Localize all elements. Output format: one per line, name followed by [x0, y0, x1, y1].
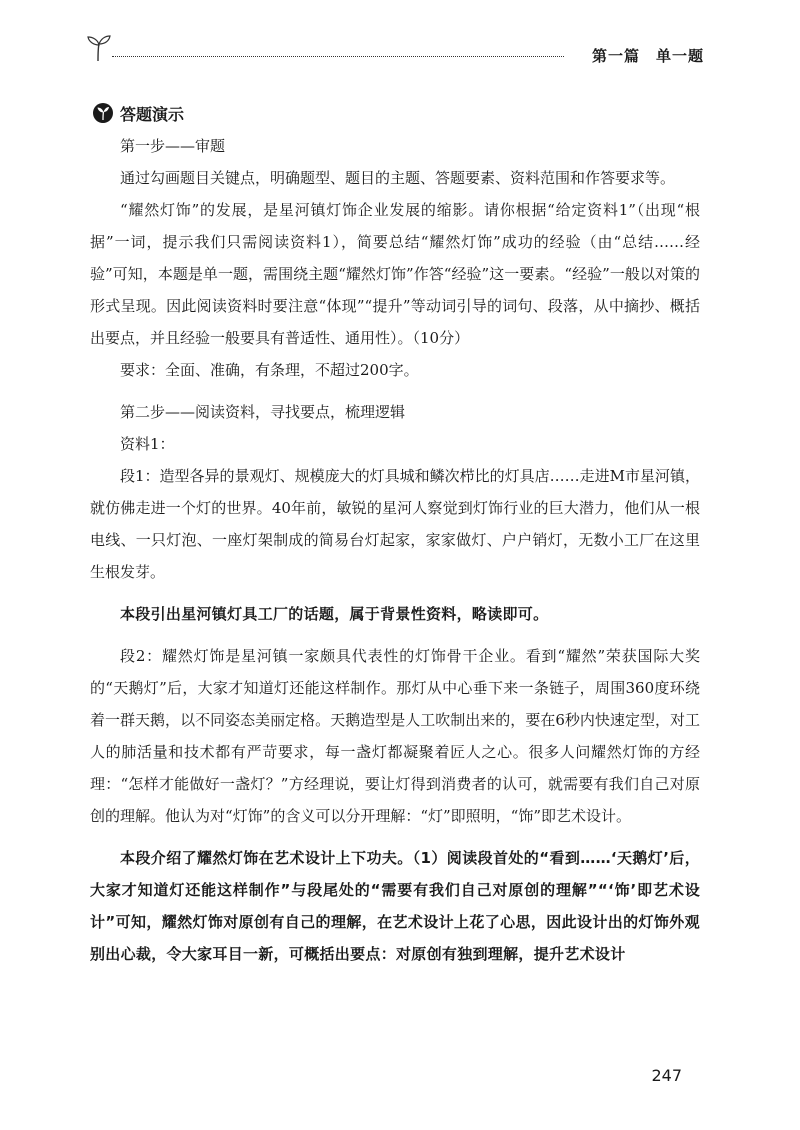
requirement-text: 要求：全面、准确，有条理，不超过200字。	[120, 361, 419, 379]
step1-intro: 通过勾画题目关键点，明确题型、题目的主题、答题要素、资料范围和作答要求等。	[120, 169, 676, 187]
section-title	[92, 101, 184, 125]
paragraph-2-note: 本段介绍了耀然灯饰在艺术设计上下功夫。（1）阅读段首处的“看到……‘天鹅灯’后，大家才知道灯还能这样制作”与段尾处的“需要有我们自己对原创的理解”“‘饰’即艺术设计”可知，耀然灯饰对原创有自己的理解，在艺术设计上花了心思，因此设计出的灯饰外观别出心裁，令大家耳目一新，可概括出要点：对原创有独到理解，提升艺术设计	[90, 849, 700, 963]
leaf-badge-icon	[92, 102, 114, 124]
step1-title: 第一步——审题	[120, 137, 226, 155]
chapter-label: 第一篇 单一题	[591, 47, 704, 65]
sprout-icon	[86, 32, 112, 66]
section-title-text: 答题演示	[120, 104, 185, 124]
page-content	[90, 130, 700, 970]
page-number: 247	[651, 1066, 682, 1085]
paragraph-2: 段2：耀然灯饰是星河镇一家颇具代表性的灯饰骨干企业。看到“耀然”荣获国际大奖的“天鹅灯”后，大家才知道灯还能这样制作。那灯从中心垂下来一条链子，周围360度环绕着一群天鹅，以不同姿态美丽定格。天鹅造型是人工吹制出来的，要在6秒内快速定型，对工人的肺活量和技术都有严苛要求，每一盏灯都凝聚着匠人之心。很多人问耀然灯饰的方经理：“怎样才能做好一盏灯？”方经理说，要让灯得到消费者的认可，就需要有我们自己对原创的理解。他认为对“灯饰”的含义可以分开理解：“灯”即照明，“饰”即艺术设计。	[90, 647, 700, 825]
material-label: 资料1：	[120, 435, 175, 453]
header-rule	[112, 56, 564, 57]
paragraph-1-note: 本段引出星河镇灯具工厂的话题，属于背景性资料，略读即可。	[120, 605, 549, 623]
step2-title: 第二步——阅读资料，寻找要点，梳理逻辑	[120, 403, 406, 421]
page-header	[86, 32, 704, 72]
paragraph-1: 段1：造型各异的景观灯、规模庞大的灯具城和鳞次栉比的灯具店……走进M市星河镇，就仿佛走进一个灯的世界。40年前，敏锐的星河人察觉到灯饰行业的巨大潜力，他们从一根电线、一只灯泡、一座灯架制成的简易台灯起家，家家做灯、户户销灯，无数小工厂在这里生根发芽。	[90, 467, 700, 581]
question-text: “耀然灯饰”的发展，是星河镇灯饰企业发展的缩影。请你根据“给定资料1”（出现“根据”一词，提示我们只需阅读资料1），简要总结“耀然灯饰”成功的经验（由“总结……经验”可知，本题是单一题，需围绕主题“耀然灯饰”作答“经验”这一要素。“经验”一般以对策的形式呈现。因此阅读资料时要注意“体现”“提升”等动词引导的词句、段落，从中摘抄、概括出要点，并且经验一般要具有普适性、通用性）。（10分）	[90, 201, 700, 347]
